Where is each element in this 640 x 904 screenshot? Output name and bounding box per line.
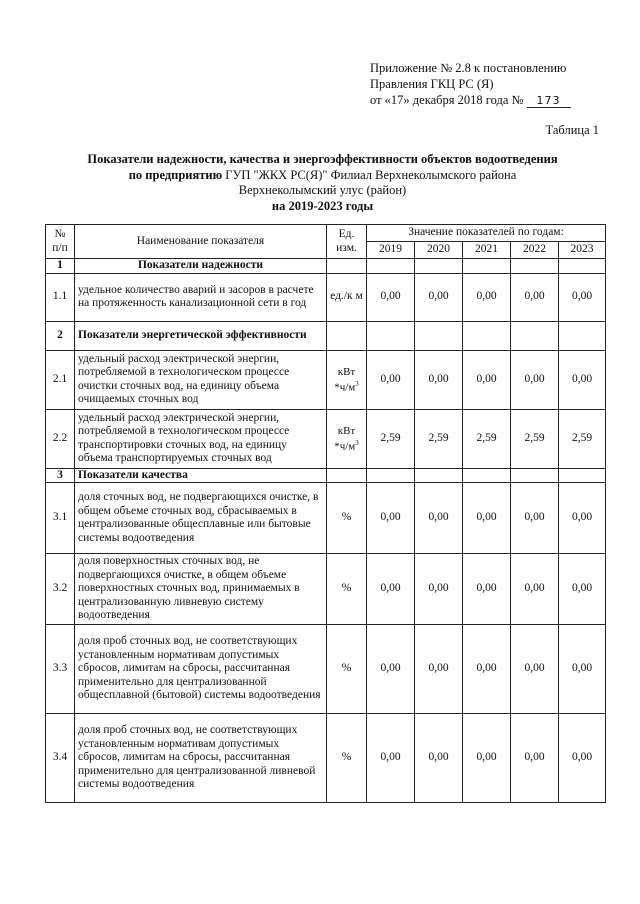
value-cell: 0,00 [367, 625, 415, 714]
empty-cell [327, 259, 367, 274]
year-header: 2022 [511, 242, 559, 259]
row-number: 3.4 [46, 714, 75, 803]
value-cell: 0,00 [511, 714, 559, 803]
year-header: 2019 [367, 242, 415, 259]
year-header: 2020 [415, 242, 463, 259]
document-title [50, 152, 595, 214]
section-row [46, 259, 606, 274]
section-title: Показатели энергетической эффективности [75, 321, 327, 350]
value-cell: 2,59 [559, 409, 606, 468]
value-cell: 0,00 [415, 554, 463, 625]
empty-cell [367, 468, 415, 483]
empty-cell [463, 468, 511, 483]
indicator-name: доля сточных вод, не подвергающихся очистке, в общем объеме сточных вод, сбрасываемых в централизованные общесплавные или бытовые системы водоотведения [75, 483, 327, 554]
empty-cell [559, 468, 606, 483]
title-line-2-bold: по предприятию [128, 167, 223, 182]
year-header: 2021 [463, 242, 511, 259]
value-cell: 0,00 [559, 350, 606, 409]
unit-superscript: 3 [355, 379, 359, 388]
appendix-line-3 [370, 92, 571, 108]
row-number: 3.2 [46, 554, 75, 625]
table-label: Таблица 1 [545, 123, 599, 137]
empty-cell [463, 259, 511, 274]
value-cell: 0,00 [559, 483, 606, 554]
empty-cell [463, 321, 511, 350]
table-row [46, 625, 606, 714]
table-row [46, 350, 606, 409]
section-row [46, 321, 606, 350]
value-cell: 0,00 [415, 350, 463, 409]
appendix-line-1: Приложение № 2.8 к постановлению [370, 61, 567, 75]
value-cell: 2,59 [511, 409, 559, 468]
value-cell: 2,59 [463, 409, 511, 468]
order-date: от «17» декабря 2018 года № [370, 93, 524, 107]
value-cell: 2,59 [367, 409, 415, 468]
unit-cell: кВт $*ч/м^3$ [327, 409, 367, 468]
unit-cell: % [327, 714, 367, 803]
empty-cell [559, 259, 606, 274]
table-body [46, 259, 606, 803]
value-cell: 0,00 [415, 483, 463, 554]
value-cell: 0,00 [511, 350, 559, 409]
unit-superscript: 3 [355, 438, 359, 447]
appendix-line-2: Правления ГКЦ РС (Я) [370, 77, 494, 91]
value-cell: 0,00 [511, 625, 559, 714]
value-cell: 2,59 [415, 409, 463, 468]
appendix-header [370, 60, 571, 108]
value-cell: 0,00 [367, 554, 415, 625]
value-cell: 0,00 [463, 714, 511, 803]
header-unit: Ед. изм. [327, 225, 367, 259]
value-cell: 0,00 [463, 625, 511, 714]
header-values: Значение показателей по годам: [367, 225, 606, 242]
value-cell: 0,00 [559, 625, 606, 714]
title-line-3: Верхнеколымский улус (район) [238, 183, 407, 197]
value-cell: 0,00 [463, 554, 511, 625]
value-cell: 0,00 [463, 483, 511, 554]
value-cell: 0,00 [463, 273, 511, 321]
value-cell: 0,00 [415, 714, 463, 803]
unit-cell: ед./к м [327, 273, 367, 321]
section-title: Показатели качества [75, 468, 327, 483]
section-number: 3 [46, 468, 75, 483]
row-number: 1.1 [46, 273, 75, 321]
value-cell: 0,00 [511, 273, 559, 321]
indicator-name: доля поверхностных сточных вод, не подвергающихся очистке, в общем объеме поверхностных сточных вод, принимаемых в централизованную ливневую систему водоотведения [75, 554, 327, 625]
title-line-2-rest: ГУП "ЖКХ РС(Я)" Филиал Верхнеколымского района [222, 167, 517, 182]
value-cell: 0,00 [559, 554, 606, 625]
value-cell: 0,00 [415, 273, 463, 321]
value-cell: 0,00 [415, 625, 463, 714]
header-name: Наименование показателя [75, 225, 327, 259]
value-cell: 0,00 [511, 554, 559, 625]
unit-cell: кВт $*ч/м^3$ [327, 350, 367, 409]
row-number: 3.1 [46, 483, 75, 554]
order-number-handwritten: 173 [527, 95, 571, 108]
empty-cell [511, 259, 559, 274]
table-row [46, 554, 606, 625]
unit-cell: % [327, 625, 367, 714]
empty-cell [415, 321, 463, 350]
table-row [46, 273, 606, 321]
value-cell: 0,00 [367, 350, 415, 409]
section-number: 2 [46, 321, 75, 350]
row-number: 2.2 [46, 409, 75, 468]
empty-cell [511, 321, 559, 350]
title-line-2 [50, 168, 595, 184]
section-row [46, 468, 606, 483]
title-line-4: на 2019-2023 годы [271, 198, 374, 213]
indicator-name: удельное количество аварий и засоров в расчете на протяженность канализационной сети в год [75, 273, 327, 321]
value-cell: 0,00 [367, 714, 415, 803]
section-title: Показатели надежности [75, 259, 327, 274]
value-cell: 0,00 [559, 714, 606, 803]
year-header: 2023 [559, 242, 606, 259]
row-number: 3.3 [46, 625, 75, 714]
empty-cell [367, 321, 415, 350]
indicator-name: удельный расход электрической энергии, потребляемой в технологическом процессе очистки сточных вод, на единицу объема очищаемых сточных вод [75, 350, 327, 409]
value-cell: 0,00 [511, 483, 559, 554]
empty-cell [327, 468, 367, 483]
table-row [46, 483, 606, 554]
indicator-name: доля проб сточных вод, не соответствующих установленным нормативам допустимых сбросов, лимитам на сбросы, рассчитанная применительно для централизованной ливневой системы водоотведения [75, 714, 327, 803]
table-row [46, 409, 606, 468]
indicator-name: удельный расход электрической энергии, потребляемой в технологическом процессе транспортировки сточных вод, на единицу объема транспортируемых сточных вод [75, 409, 327, 468]
row-number: 2.1 [46, 350, 75, 409]
empty-cell [367, 259, 415, 274]
value-cell: 0,00 [367, 273, 415, 321]
empty-cell [415, 259, 463, 274]
empty-cell [511, 468, 559, 483]
empty-cell [327, 321, 367, 350]
value-cell: 0,00 [367, 483, 415, 554]
value-cell: 0,00 [463, 350, 511, 409]
unit-cell: % [327, 554, 367, 625]
header-num: № п/п [46, 225, 75, 259]
value-cell: 0,00 [559, 273, 606, 321]
title-line-1: Показатели надежности, качества и энергоэффективности объектов водоотведения [87, 152, 558, 166]
table-row [46, 714, 606, 803]
unit-cell: % [327, 483, 367, 554]
section-number: 1 [46, 259, 75, 274]
indicators-table [45, 224, 606, 803]
empty-cell [559, 321, 606, 350]
empty-cell [415, 468, 463, 483]
indicator-name: доля проб сточных вод, не соответствующих установленным нормативам допустимых сбросов, лимитам на сбросы, рассчитанная применительно для централизованной общесплавной (бытовой) системы водоотведения [75, 625, 327, 714]
